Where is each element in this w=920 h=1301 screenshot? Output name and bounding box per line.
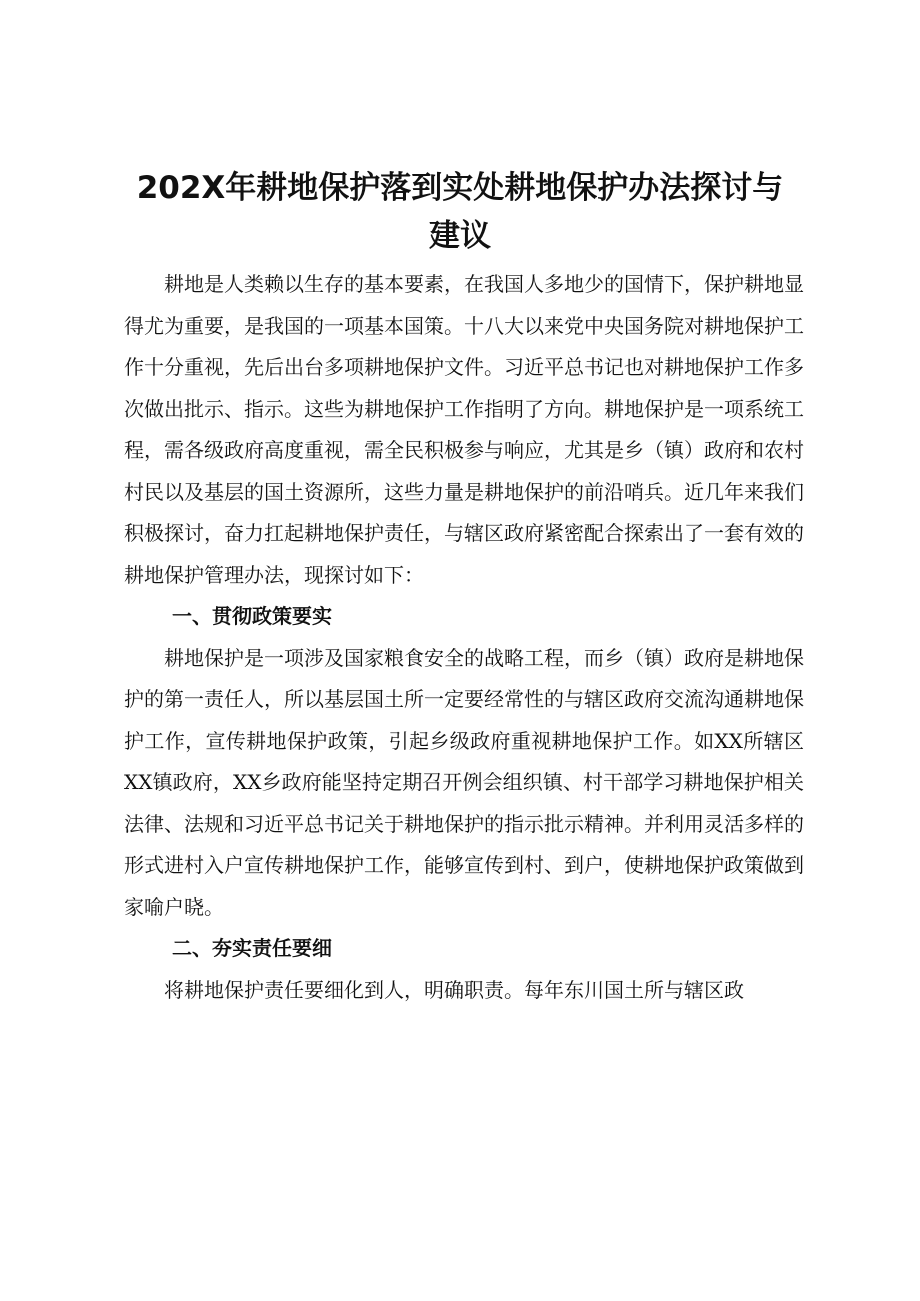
section1-heading: 一、贯彻政策要实 [172, 604, 332, 628]
intro-paragraph: 耕地是人类赖以生存的基本要素，在我国人多地少的国情下，保护耕地显得尤为重要，是我国的一项基本国策。十八大以来党中央国务院对耕地保护工作十分重视，先后出台多项耕地保护文件。习近平总书记也对耕地保护工作多次做出批示、指示。这些为耕地保护工作指明了方向。耕地保护是一项系统工程，需各级政府高度重视，需全民积极参与响应，尤其是乡（镇）政府和农村村民以及基层的国土资源所，这些力量是耕地保护的前沿哨兵。近几年来我们积极探讨，奋力扛起耕地保护责任，与辖区政府紧密配合探索出了一套有效的耕地保护管理办法，现探讨如下： [124, 272, 804, 587]
section2-heading: 二、夯实责任要细 [172, 936, 332, 960]
document-body [124, 264, 804, 1011]
document-title-line1: 202X年耕地保护落到实处耕地保护办法探讨与 [136, 170, 784, 206]
section1-paragraph: 耕地保护是一项涉及国家粮食安全的战略工程，而乡（镇）政府是耕地保护的第一责任人，所以基层国土所一定要经常性的与辖区政府交流沟通耕地保护工作，宣传耕地保护政策，引起乡级政府重视耕地保护工作。如XX所辖区XX镇政府，XX乡政府能坚持定期召开例会组织镇、村干部学习耕地保护相关法律、法规和习近平总书记关于耕地保护的指示批示精神。并利用灵活多样的形式进村入户宣传耕地保护工作，能够宣传到村、到户，使耕地保护政策做到家喻户晓。 [124, 645, 804, 919]
document-title-line2: 建议 [429, 218, 491, 254]
section2-paragraph: 将耕地保护责任要细化到人，明确职责。每年东川国土所与辖区政 [164, 977, 744, 1002]
